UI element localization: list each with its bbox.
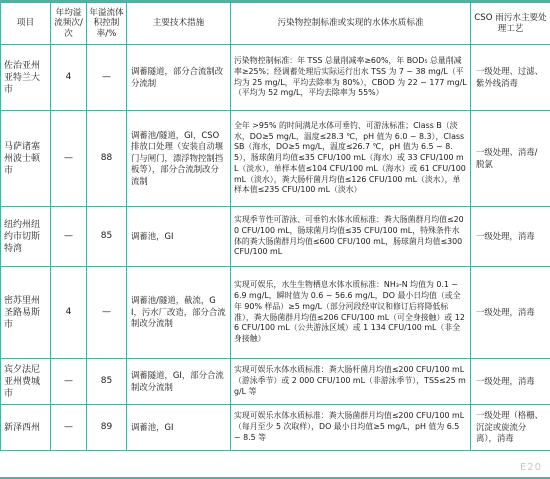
frequency-cell: 4	[51, 45, 87, 111]
measures-cell: 调蓄池，GI	[127, 207, 231, 267]
process-cell: 一级处理，消毒	[471, 207, 550, 267]
frequency-cell: —	[51, 111, 87, 207]
process-cell: 一级处理（格栅、沉淀或旋流分离），消毒	[471, 405, 550, 451]
city-cell: 新泽西州	[1, 405, 51, 451]
standard-cell: 实现可娱乐水体水质标准：粪大肠菌群月均值≤200 CFU/100 mL（每月至少 5 次取样），DO 最小日均值≥5 mg/L，pH 值为 6.5 ~ 8.5 等	[231, 405, 471, 451]
table-row	[1, 207, 550, 267]
table-row	[1, 405, 550, 451]
header-measures: 主要技术措施	[127, 3, 231, 45]
process-cell: 一级处理、过滤、紫外线消毒	[471, 45, 550, 111]
standard-cell: 实现可娱乐水体水质标准：粪大肠杆菌月均值≤200 CFU/100 mL（游泳季节）或 2 000 CFU/100 mL（非游泳季节），TSS≤25 mg/L 等	[231, 359, 471, 405]
watermark-logo: E20	[519, 462, 542, 473]
city-cell: 宾夕法尼亚州费城市	[1, 359, 51, 405]
standard-cell: 实现可娱乐，水生生物栖息水体水质标准：NH₃-N 均值为 0.1 ~ 6.9 mg/L，瞬时值为 0.6 ~ 56.6 mg/L，DO 最小日均值（或全年 90% 样品）≥5 mg/L（部分河段经审议和修订后将降低标准），粪大肠菌群月均值≤206 CFU/100 mL（可全身接触）或 126 CFU/100 mL（公共游泳区域）或 1 134 CFU/100 mL（非全身接触）	[231, 267, 471, 359]
city-cell: 纽约州纽约市切斯特湾	[1, 207, 51, 267]
header-cso-process: CSO 雨污水主要处理工艺	[471, 3, 550, 45]
table-row	[1, 359, 550, 405]
frequency-cell: —	[51, 405, 87, 451]
measures-cell: 调蓄池/隧道，GI，CSO 排放口处理（安装自动堰门与闸门，漂浮物控制挡板等），部分合流制改分流制	[127, 111, 231, 207]
measures-cell: 调蓄池/隧道，截流，GI，污水厂改造，部分合流制改分流制	[127, 267, 231, 359]
standard-cell: 全年 >95% 的时间满足水体可垂钓、可游泳标准；Class B（淡水，DO≥5 mg/L，温度≤28.3 ℃，pH 值为 6.0 ~ 8.3），Class SB（海水，DO≥5 mg/L，温度≤26.7 ℃，pH 值为 6.5 ~ 8.5），肠球菌月均值≤35 CFU/100 mL（海水）或 33 CFU/100 mL（淡水），单样本值≤104 CFU/100 mL（海水）或 61 CFU/100 mL（淡水），粪大肠杆菌月均值≤126 CFU/100 mL（淡水），单样本值≤235 CFU/100 mL（淡水）	[231, 111, 471, 207]
table-row	[1, 45, 550, 111]
frequency-cell: —	[51, 207, 87, 267]
standard-cell: 污染物控制标准：年 TSS 总量削减率≥60%，年 BOD₅ 总量削减率≥25%；经调蓄处理后实际运行出水 TSS 为 7 ~ 38 mg/L（平均为 25 mg/L，平均去除率为 80%），CBOD 为 22 ~ 177 mg/L（平均为 52 mg/L，平均去除率为 55%）	[231, 45, 471, 111]
process-cell: 一级处理，消毒	[471, 267, 550, 359]
control-rate-cell: —	[87, 45, 127, 111]
city-cell: 密苏里州圣路易斯市	[1, 267, 51, 359]
table-row	[1, 111, 550, 207]
standard-cell: 实现季节性可游泳、可垂钓水体水质标准：粪大肠菌群月均值≤200 CFU/100 mL，肠球菌月均值≤35 CFU/100 mL，特殊条件水体的粪大肠菌群月均值≤600 CFU/100 mL，肠球菌月均值≤300 CFU/100 mL	[231, 207, 471, 267]
measures-cell: 调蓄隧道，部分合流制改分流制	[127, 45, 231, 111]
header-row	[1, 3, 550, 45]
header-standard: 污染物控制标准或实现的水体水质标准	[231, 3, 471, 45]
control-rate-cell: 88	[87, 111, 127, 207]
header-control-rate: 年溢流体积控制率/%	[87, 3, 127, 45]
measures-cell: 调蓄池，GI	[127, 405, 231, 451]
cso-comparison-table	[0, 2, 550, 451]
control-rate-cell: 85	[87, 359, 127, 405]
city-cell: 佐治亚州亚特兰大市	[1, 45, 51, 111]
frequency-cell: —	[51, 359, 87, 405]
process-cell: 一级处理、消毒/脱氯	[471, 111, 550, 207]
city-cell: 马萨诸塞州波士顿市	[1, 111, 51, 207]
header-frequency: 年均溢流频次/次	[51, 3, 87, 45]
control-rate-cell: 89	[87, 405, 127, 451]
measures-cell: 调蓄隧道，GI，部分合流制改分流制	[127, 359, 231, 405]
control-rate-cell: 85	[87, 207, 127, 267]
process-cell: 一级处理，消毒	[471, 359, 550, 405]
header-project: 项目	[1, 3, 51, 45]
control-rate-cell: —	[87, 267, 127, 359]
frequency-cell: 4	[51, 267, 87, 359]
table-row	[1, 267, 550, 359]
